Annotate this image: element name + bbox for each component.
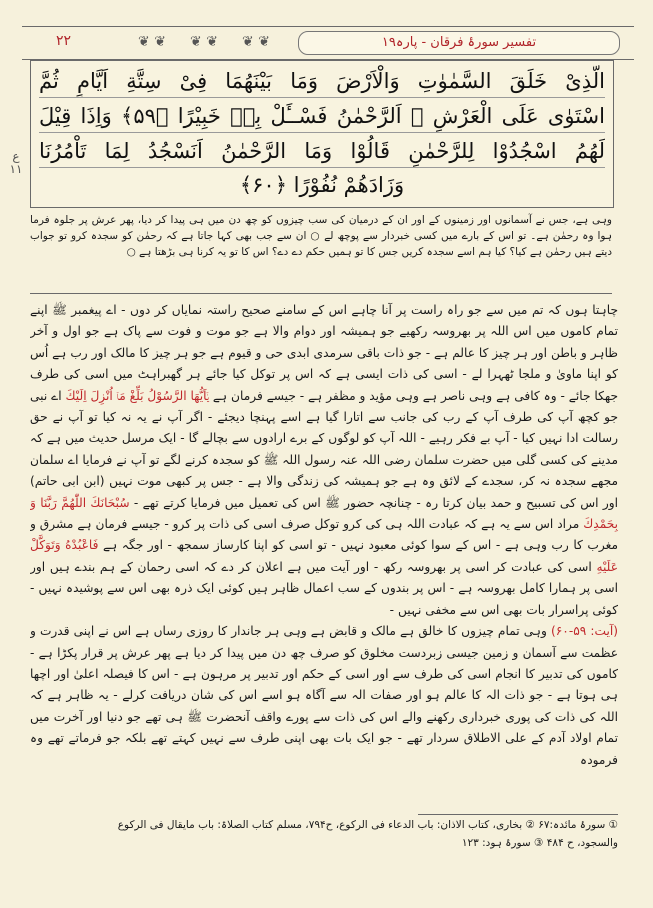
quran-quote: يٰۤاَيُّهَا الرَّسُوْلُ بَلِّغْ مَاۤ اُنْزِلَ اِلَيْكَ xyxy=(65,388,209,403)
verse-translation: وہی ہے، جس نے آسمانوں اور زمینوں کے اور ان کے درمیان کی سب چیزوں کو چھ دن میں ہی پیدا کر دیا، پھر عرش پر جلوہ فرما ہوا وہ رحمٰن ہے۔ تو اس کے بارے میں کسی خبردار سے پوچھ لے ○ ان سے جب بھی کہا جاتا ہے کہ رحمٰن کو سجدہ کرو تو جواب دیتے ہیں رحمٰن ہے کیا؟ کیا ہم اسے سجدہ کریں جس کا تو ہمیں حکم دے دے؟ اس کا تو یہ کرنا ہی بڑھتا ہے ○ xyxy=(30,214,612,258)
page-header xyxy=(22,26,634,60)
dua-quote: سُبْحَانَكَ اللّٰهُمَّ رَبَّنَا وَ بِحَمْدِكَ xyxy=(30,495,618,532)
commentary-paragraph xyxy=(30,300,618,621)
tafsir-commentary xyxy=(30,300,618,818)
commentary-text: اے نبی جو کچھ آپ کی طرف آپ کے رب کی جانب سے اتارا گیا ہے اسے پہنچا دیجئے - اگر آپ نے یہ نہ کیا تو آپ نے حق رسالت ادا نہیں کیا - آپ بے فکر رہیے - اللہ آپ کو لوگوں کے برے ارادوں سے بچالے گا - ایک مرسل حدیث میں ہے کہ مدینے کی کسی گلی میں حضرت سلمان رضی اللہ عنہ رسول اللہ ﷺ کو سجدہ کرنے لگے تو آپ نے فرمایا اے سلمان مجھے سجدہ نہ کر، سجدے کے لائق وہ ہے جو ہمیشہ کی زندگی والا ہے - جس پر کبھی موت نہیں (ابن ابی حاتم) اور اس کی تسبیح و حمد بیان کرتا رہ - چنانچہ حضور ﷺ اس کی تعمیل میں فرمایا کرتے تھے - xyxy=(30,388,618,510)
quran-quote: فَاعْبُدْهُ وَتَوَكَّلْ عَلَيْهِ xyxy=(30,538,618,574)
footnotes xyxy=(30,816,618,852)
page-number: ۲۲ xyxy=(56,33,72,49)
ayah-reference: (آیت: ۵۹-۶۰) xyxy=(550,624,618,639)
commentary-paragraph xyxy=(30,621,618,771)
verse-line: الَّذِیْ خَلَقَ السَّمٰوٰتِ وَالْاَرْضَ وَمَا بَیْنَهُمَا فِیْ سِتَّةِ اَیَّامٍ ثُمَّ xyxy=(39,65,605,98)
commentary-text: اسی کی عبادت کر اسی پر بھروسہ رکھ - اور آیت میں ہے اعلان کر دے کہ اسی رحمان کے ہم بندے ہیں اور اسی پر ہمارا کامل بھروسہ ہے - اس پر بندوں کے سب اعمال ظاہر ہیں کوئی ایک ذرہ بھی اس سے پوشیدہ نہیں - کوئی پراسرار بات بھی اس سے مخفی نہیں - xyxy=(30,559,618,617)
footnote-line: والسجود، ح ۴۸۴ ③ سورۂ ہود: ۱۲۳ xyxy=(461,837,618,849)
ruku-marker: ع ۱۱ xyxy=(9,149,23,176)
commentary-text: چاہتا ہوں کہ تم میں سے جو راہ راست پر آنا چاہے اس کے سامنے صحیح راستہ نمایاں کر دوں - اے پیغمبر ﷺ اپنے تمام کاموں میں اس اللہ پر بھروسہ رکھیے جو ہمیشہ اور دوام والا ہے جو موت و فوت سے پاک ہے جو اول و آخر ظاہر و باطن اور ہر چیز کا عالم ہے - جو ذات باقی سرمدی ابدی حی و قیوم ہے جو ہر چیز کا مالک اور رب ہے اُس کو اپنا ماویٰ و ملجا ٹھہرا لے - اسی کی ذات ایسی ہے کہ اس پر توکل کیا جائے ہر گھبراہٹ میں اسی کی طرف جھکا جائے - وہ کافی ہے وہی ناصر ہے وہی مؤید و مظفر ہے - جیسے فرمان ہے xyxy=(30,303,618,403)
verse-line: اسْتَوٰی عَلَی الْعَرْشِ ۚ اَلرَّحْمٰنُ فَسْــَٔلْ بِهٖ خَبِیْرًا ﴿۵۹﴾ وَاِذَا قِیْلَ xyxy=(39,100,605,133)
verse-line: لَهُمُ اسْجُدُوْا لِلرَّحْمٰنِ قَالُوْا وَمَا الرَّحْمٰنُ اَنَسْجُدُ لِمَا تَاْمُرُنَا xyxy=(39,135,605,168)
verse-line: وَزَادَهُمْ نُفُوْرًا ﴿۶۰﴾ xyxy=(239,173,405,197)
surah-title: تفسیر سورۂ فرقان - پارہ۱۹ xyxy=(298,31,620,55)
ornament-icon: ❦ ❦ xyxy=(190,34,218,50)
commentary-text: مراد اس سے یہ ہے کہ عبادت اللہ ہی کی کرو توکل صرف اسی کی ذات پر کرو - جیسے فرمان ہے مشرق و مغرب کا رب وہی ہے - اس کے سوا کوئی معبود نہیں - تو اسی کو اپنا کارساز سمجھ - اور جگہ ہے xyxy=(30,517,618,553)
quran-verse-block xyxy=(30,60,614,208)
footnote-divider xyxy=(418,814,618,815)
ornament-icon: ❦ ❦ xyxy=(242,34,270,50)
footnote-line: ① سورۂ مائدہ:۶۷ ② بخاری، کتاب الاذان: باب الدعاء فی الرکوع، ح۷۹۴، مسلم کتاب الصلاۃ: باب مایقال فی الرکوع xyxy=(117,819,618,831)
ornament-icon: ❦ ❦ xyxy=(138,34,166,50)
commentary-text: وہی تمام چیزوں کا خالق ہے مالک و قابض ہے وہی ہر جاندار کا روزی رساں ہے اس نے اپنی قدرت و عظمت سے آسمان و زمین جیسی زبردست مخلوق کو صرف چھ دن میں پیدا کر دیا ہے پھر عرش پر قرار پکڑا ہے - کاموں کی تدبیر کا انجام اسی کی طرف سے اور اسی کے حکم اور تدبیر پر مرہون ہے - اس کا فیصلہ اعلیٰ اور اچھا ہی ہوتا ہے - جو ذات الہ کا عالم ہو اور صفات الہ سے آگاہ ہو اسے اس کی شان دریافت کرلے - یہ ظاہر ہے کہ اللہ کی ذات کی پوری خبرداری رکھنے والے اس کی ذات سے پورے واقف آنحضرت ﷺ ہی تھے جو دنیا اور آخرت میں تمام اولاد آدم کے علی الاطلاق سردار تھے - جو ایک بات بھی اپنی طرف سے نہیں کہتے تھے بلکہ جو فرماتے تھے وہ فرمودہ xyxy=(30,624,618,767)
section-divider xyxy=(30,293,612,294)
